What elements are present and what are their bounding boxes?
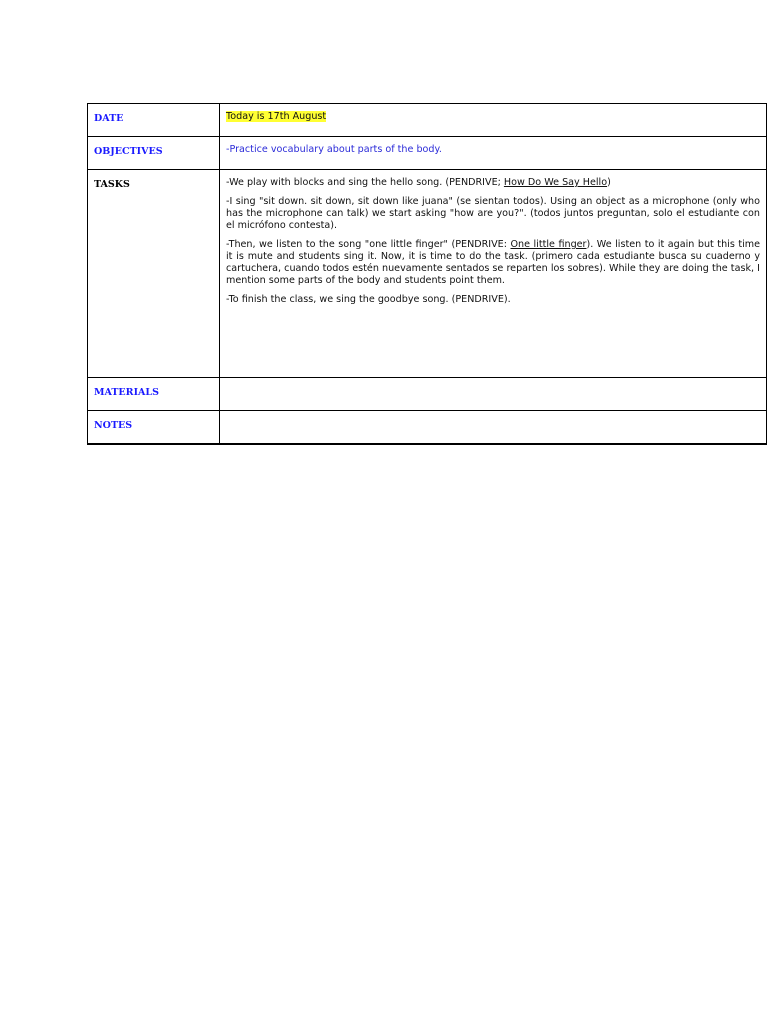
- notes-row: [88, 411, 767, 444]
- notes-label: NOTES: [94, 420, 133, 431]
- task-paragraph-4: -To finish the class, we sing the goodbye song. (PENDRIVE).: [226, 294, 511, 305]
- notes-value-cell: [220, 411, 767, 444]
- tasks-label-cell: [88, 170, 220, 378]
- materials-label: MATERIALS: [94, 387, 159, 398]
- date-label: DATE: [94, 113, 124, 124]
- objectives-value-cell: [220, 137, 767, 170]
- tasks-row: [88, 170, 767, 378]
- task-paragraph-2: -I sing "sit down. sit down, sit down like juana" (se sientan todos). Using an object as a microphone (only who has the microphone can talk) we start asking "how are you?". (todos juntos preguntan, solo el estudiante con el micrófono contesta).: [226, 196, 760, 231]
- date-row: [88, 104, 767, 137]
- materials-value-cell: [220, 378, 767, 411]
- objectives-label: OBJECTIVES: [94, 146, 163, 157]
- tasks-value-cell: [220, 170, 767, 378]
- lesson-plan-table: [87, 103, 767, 445]
- objectives-label-cell: [88, 137, 220, 170]
- notes-label-cell: [88, 411, 220, 444]
- task-paragraph-1: -We play with blocks and sing the hello song. (PENDRIVE; How Do We Say Hello): [226, 177, 611, 188]
- objectives-value: -Practice vocabulary about parts of the body.: [226, 144, 442, 155]
- materials-row: [88, 378, 767, 411]
- materials-label-cell: [88, 378, 220, 411]
- date-value: Today is 17th August: [226, 111, 327, 122]
- date-label-cell: [88, 104, 220, 137]
- tasks-label: TASKS: [94, 179, 130, 190]
- task-paragraph-3: -Then, we listen to the song "one little finger" (PENDRIVE: One little finger). We listen to it again but this time it is mute and students sing it. Now, it is time to do the task. (primero cada estudiante busca su cuaderno y cartuchera, cuando todos estén nuevamente sentados se reparten los sobres). While they are doing the task, I mention some parts of the body and students point them.: [226, 239, 760, 286]
- date-value-cell: [220, 104, 767, 137]
- how-do-we-say-hello-link[interactable]: How Do We Say Hello: [503, 177, 608, 188]
- objectives-row: [88, 137, 767, 170]
- one-little-finger-link[interactable]: One little finger: [510, 239, 587, 250]
